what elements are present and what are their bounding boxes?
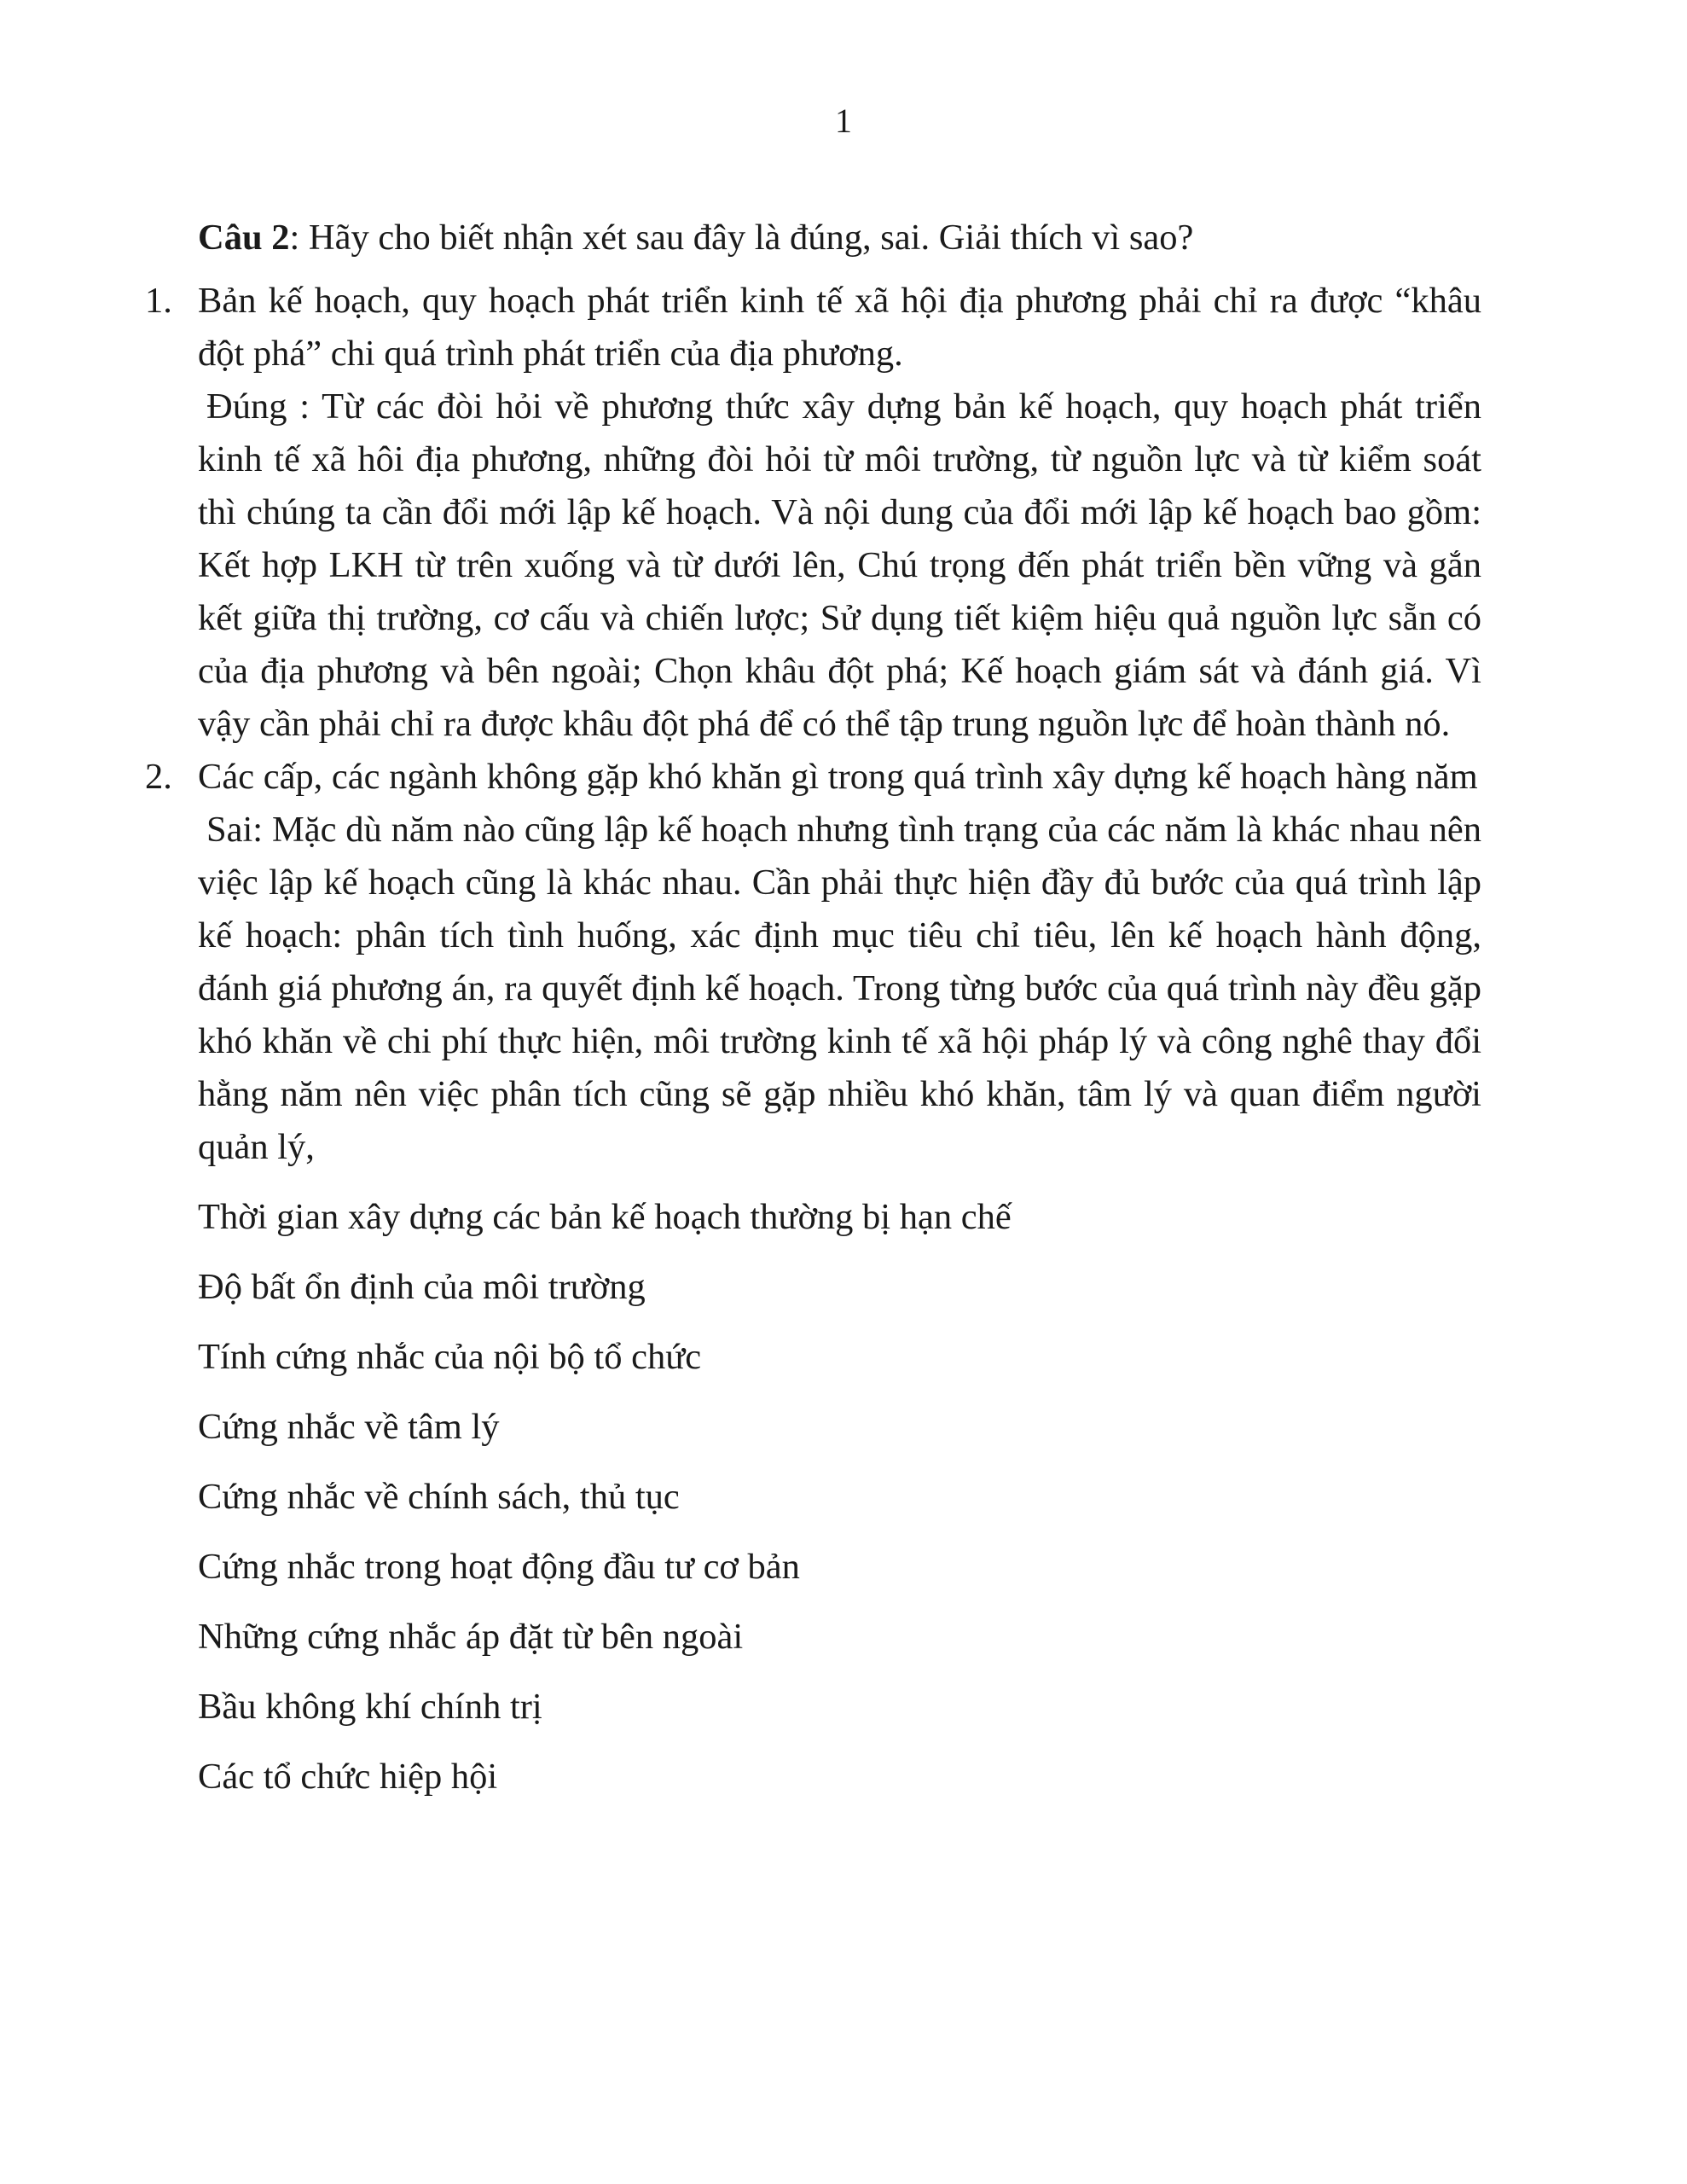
answer-text: Đúng : Từ các đòi hỏi về phương thức xây dựng bản kế hoạch, quy hoạch phát triển kinh tế xã hôi địa phương, những đòi hỏi từ môi trường, từ nguồn lực và từ kiểm soát thì chúng ta cần đổi mới lập kế hoạch. Và nội dung của đổi mới lập kế hoạch bao gồm: Kết hợp LKH từ trên xuống và từ dưới lên, Chú trọng đến phát triển bền vững và gắn kết giữa thị trường, cơ cấu và chiến lược; Sử dụng tiết kiệm hiệu quả nguồn lực sẵn có của địa phương và bên ngoài; Chọn khâu đột phá; Kế hoạch giám sát và đánh giá. Vì vậy cần phải chỉ ra được khâu đột phá để có thể tập trung nguồn lực để hoàn thành nó. [198, 386, 1481, 744]
list-item-2 [145, 751, 1481, 1174]
statement-text: Bản kế hoạch, quy hoạch phát triển kinh tế xã hội địa phương phải chỉ ra được “khâu đột phá” chi quá trình phát triển của địa phương. [198, 281, 1481, 374]
statement-text: Các cấp, các ngành không gặp khó khăn gì trong quá trình xây dựng kế hoạch hàng năm [198, 757, 1478, 797]
difficulty-item: Cứng nhắc về chính sách, thủ tục [198, 1477, 680, 1517]
document-body [145, 212, 1481, 1812]
question-label: Câu 2 [198, 218, 290, 258]
difficulty-item: Thời gian xây dựng các bản kế hoạch thường bị hạn chế [198, 1197, 1012, 1237]
page-number: 1 [835, 102, 852, 140]
difficulty-item: Những cứng nhắc áp đặt từ bên ngoài [198, 1617, 744, 1657]
difficulty-item: Tính cứng nhắc của nội bộ tổ chức [198, 1337, 702, 1377]
difficulty-item: Các tổ chức hiệp hội [198, 1757, 498, 1797]
list-item-number: 1. [145, 281, 172, 321]
question-heading [198, 212, 1481, 264]
answer-text: Sai: Mặc dù năm nào cũng lập kế hoạch nhưng tình trạng của các năm là khác nhau nên việc lập kế hoạch cũng là khác nhau. Cần phải thực hiện đầy đủ bước của quá trình lập kế hoạch: phân tích tình huống, xác định mục tiêu chỉ tiêu, lên kế hoạch hành động, đánh giá phương án, ra quyết định kế hoạch. Trong từng bước của quá trình này đều gặp khó khăn về chi phí thực hiện, môi trường kinh tế xã hội pháp lý và công nghê thay đổi hằng năm nên việc phân tích cũng sẽ gặp nhiều khó khăn, tâm lý và quan điểm người quản lý, [198, 810, 1481, 1167]
difficulty-item: Cứng nhắc về tâm lý [198, 1407, 500, 1447]
list-item-number: 2. [145, 757, 172, 797]
difficulty-item: Cứng nhắc trong hoạt động đầu tư cơ bản [198, 1547, 800, 1587]
difficulty-list [198, 1182, 1481, 1812]
difficulty-item: Độ bất ổn định của môi trường [198, 1267, 646, 1307]
list-item-1 [145, 275, 1481, 751]
question-text: : Hãy cho biết nhận xét sau đây là đúng, sai. Giải thích vì sao? [289, 218, 1194, 258]
difficulty-item: Bầu không khí chính trị [198, 1687, 542, 1727]
